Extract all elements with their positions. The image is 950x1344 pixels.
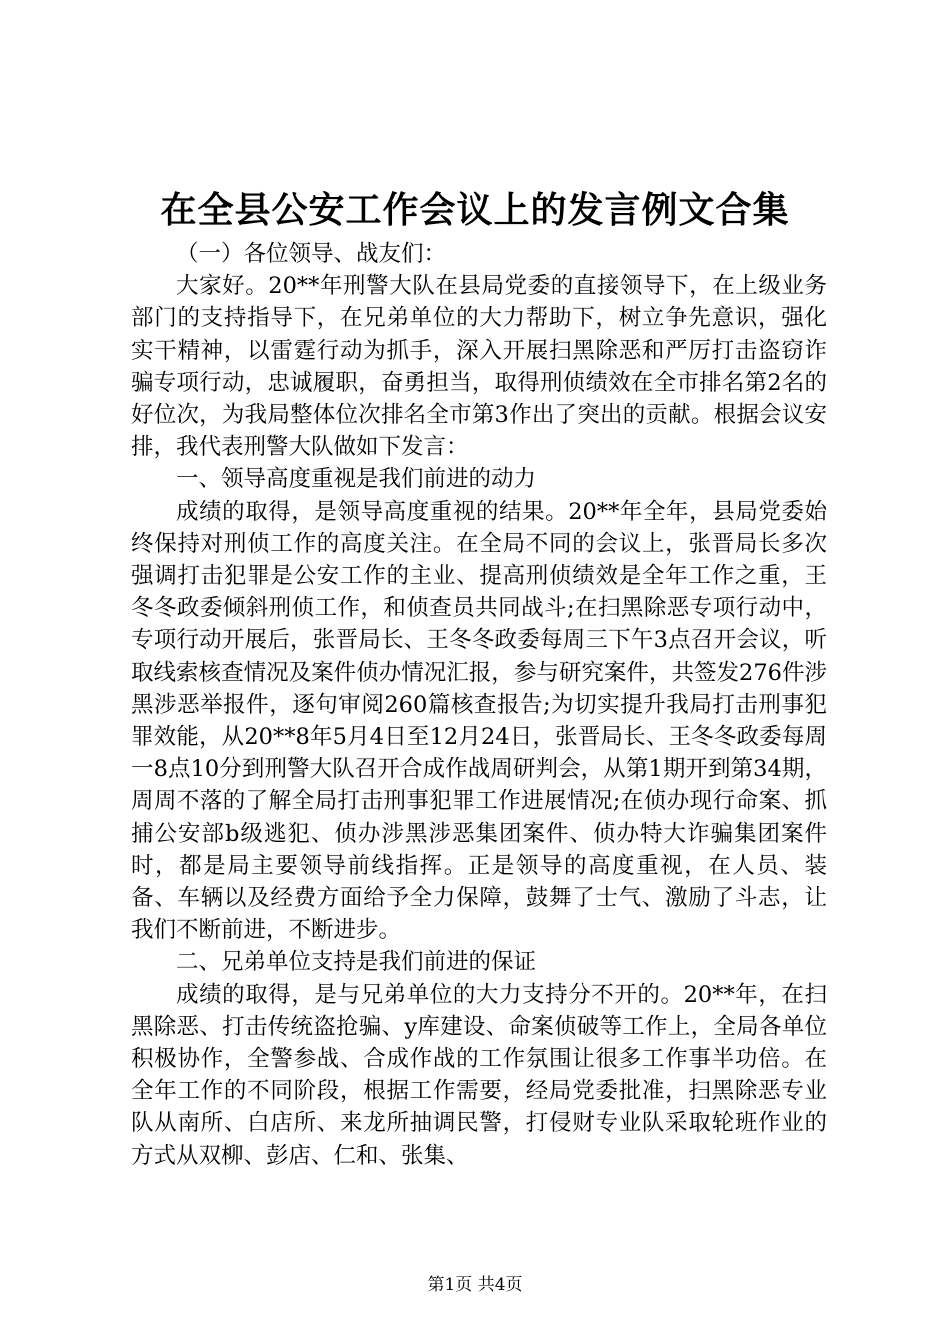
section-heading-1: 一、领导高度重视是我们前进的动力	[176, 466, 537, 493]
page-number-footer: 第1页 共4页	[427, 1275, 523, 1295]
section-2-paragraph: 成绩的取得，是与兄弟单位的大力支持分不开的。20**年，在扫黑除恶、打击传统盗抢骗、y库建设、命案侦破等工作上，全局各单位积极协作，全警参战、合成作战的工作氛围让很多工作事半功倍。在全年工作的不同阶段，根据工作需要，经局党委批准，扫黑除恶专业队从南所、白店所、来龙所抽调民警，打侵财专业队采取轮班作业的方式从双柳、彭店、仁和、张集、	[131, 981, 827, 1169]
document-body	[131, 238, 827, 1172]
document-title: 在全县公安工作会议上的发言例文合集	[160, 189, 790, 231]
section-heading-2: 二、兄弟单位支持是我们前进的保证	[176, 949, 537, 976]
salutation-paragraph: （一）各位领导、战友们：	[176, 241, 447, 267]
section-1-paragraph: 成绩的取得，是领导高度重视的结果。20**年全年，县局党委始终保持对刑侦工作的高度关注。在全局不同的会议上，张晋局长多次强调打击犯罪是公安工作的主业、提高刑侦绩效是全年工作之重，王冬冬政委倾斜刑侦工作，和侦查员共同战斗;在扫黑除恶专项行动中，专项行动开展后，张晋局长、王冬冬政委每周三下午3点召开会议，听取线索核查情况及案件侦办情况汇报，参与研究案件，共签发276件涉黑涉恶举报件，逐句审阅260篇核查报告;为切实提升我局打击刑事犯罪效能，从20**8年5月4日至12月24日，张晋局长、王冬冬政委每周一8点10分到刑警大队召开合成作战周研判会，从第1期开到第34期，周周不落的了解全局打击刑事犯罪工作进展情况;在侦办现行命案、抓捕公安部b级逃犯、侦办涉黑涉恶集团案件、侦办特大诈骗集团案件时，都是局主要领导前线指挥。正是领导的高度重视，在人员、装备、车辆以及经费方面给予全力保障，鼓舞了士气、激励了斗志，让我们不断前进，不断进步。	[131, 498, 827, 944]
intro-paragraph: 大家好。20**年刑警大队在县局党委的直接领导下，在上级业务部门的支持指导下，在兄弟单位的大力帮助下，树立争先意识，强化实干精神，以雷霆行动为抓手，深入开展扫黑除恶和严厉打击盗窃诈骗专项行动，忠诚履职，奋勇担当，取得刑侦绩效在全市排名第2名的好位次，为我局整体位次排名全市第3作出了突出的贡献。根据会议安排，我代表刑警大队做如下发言：	[131, 273, 827, 461]
